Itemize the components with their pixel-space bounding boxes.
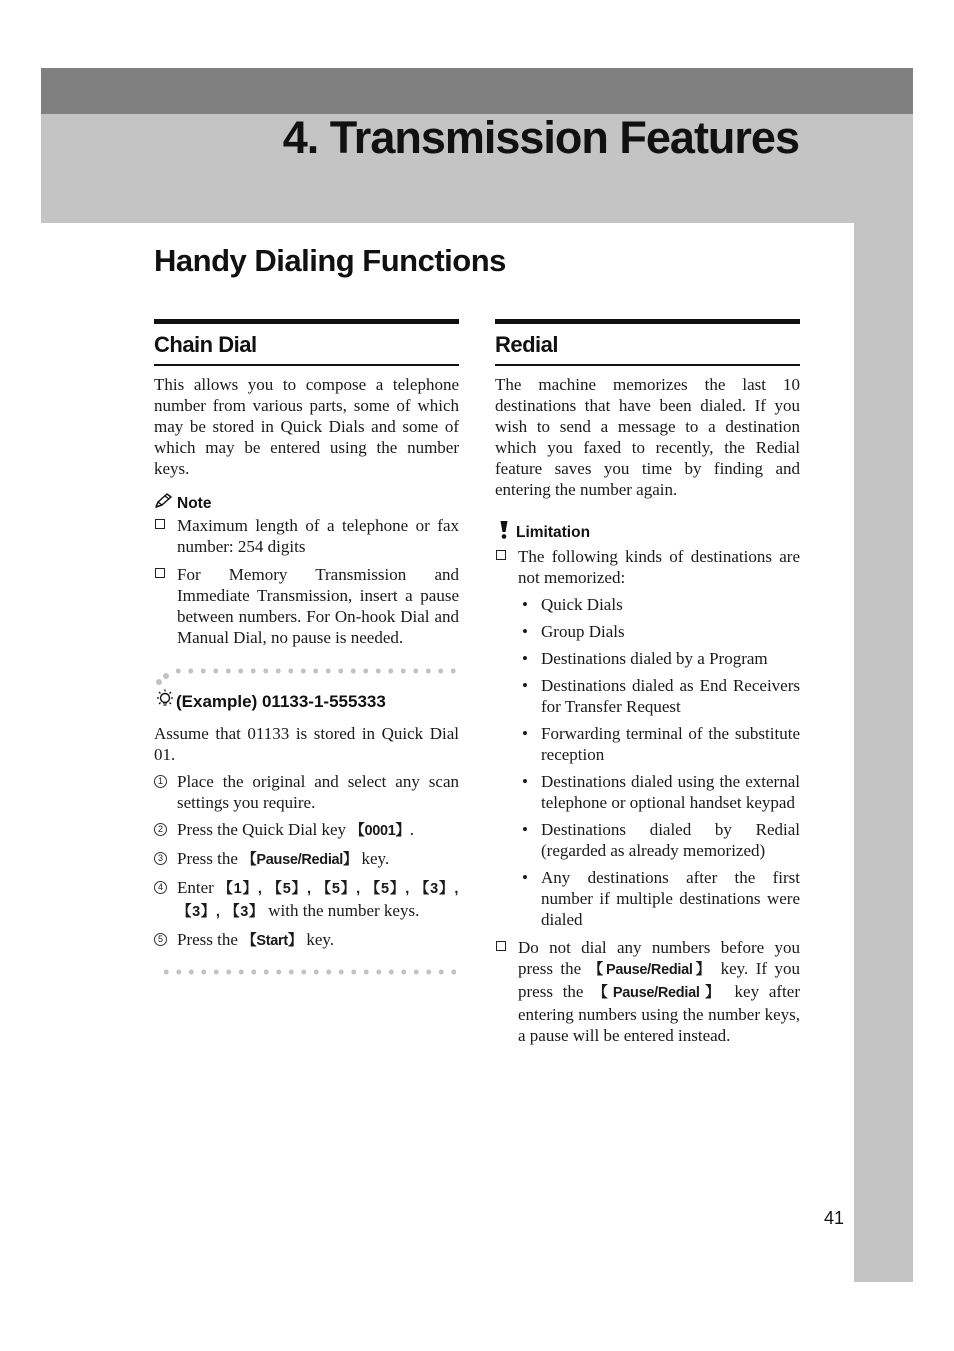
step-text: Place the original and select any scan settings you require. [177,772,459,812]
limitation-label: Limitation [516,523,591,541]
bullet-icon: • [522,724,528,743]
step-number-icon: 1 [154,775,167,788]
step-text: Enter [177,878,219,897]
pause-redial-key-label: 【Pause/Redial】 [588,962,714,978]
limitation-label-row [495,520,800,545]
list-item: • Any destinations after the first number if multiple destinations were dialed [522,868,800,929]
step-text: Press the Quick Dial key [177,820,351,839]
chain-dial-column [154,319,459,979]
note-text: For Memory Transmission and Immediate Transmission, insert a pause between numbers. For On-hook Dial and Manual Dial, no pause is needed. [177,565,459,647]
example-heading: (Example) 01133-1-555333 [176,691,386,711]
quick-dial-key-label: 【0001】 [350,823,410,839]
not-memorized-list [518,594,800,930]
exclamation-icon [495,520,513,545]
step-number-icon: 2 [154,823,167,836]
bullet-icon: • [522,649,528,668]
bullet-icon: • [522,622,528,641]
redial-column [495,319,800,1053]
list-item [495,546,800,930]
note-label-row [154,493,459,514]
bullet-icon: • [522,676,528,695]
list-item: • Quick Dials [522,595,623,614]
example-steps [154,771,459,952]
checkbox-bullet-icon [155,568,165,578]
note-text: Maximum length of a telephone or fax number: 254 digits [177,516,459,556]
limitation-text: The following kinds of destinations are not memorized: [518,547,800,587]
list-item: • Destinations dialed by a Program [522,649,768,668]
example-dotted-rule [154,666,459,688]
list-item: • Forwarding terminal of the substitute reception [522,724,800,764]
redial-heading-bar [495,319,800,366]
step-text: . [409,820,414,839]
step-text: Press the [177,930,243,949]
list-item: • Destinations dialed using the external telephone or optional handset keypad [522,772,800,812]
step-number-icon: 4 [154,881,167,894]
lightbulb-icon [154,688,176,715]
step-item [154,929,459,952]
step-text: with the number keys. [264,901,420,920]
step-item [154,771,459,813]
page-number: 41 [824,1208,845,1228]
redial-intro: The machine memorizes the last 10 destinations that have been dialed. If you wish to send a message to a destination which you faxed to recently, the Redial feature saves you time by finding and entering the number again. [495,375,800,499]
step-text: key. [302,930,335,949]
step-item [154,877,459,923]
chapter-side-tab [854,223,913,1282]
step-text: Press the [177,849,243,868]
bullet-icon: • [522,772,528,791]
checkbox-bullet-icon [496,941,506,951]
chapter-title: 4. Transmission Features [282,112,799,163]
list-item: Do not dial any numbers before you press the 【Pause/Redial】 key. If you press the 【Pause/Redial】 key after entering numbers using the number keys, a pause will be entered instead. [495,937,800,1046]
number-keys-label: 【1】, 【5】, 【5】, 【5】, 【3】, 【3】, 【3】 [177,881,459,920]
chain-dial-intro: This allows you to compose a telephone number from various parts, some of which may be stored in Quick Dials and some of which may be entered using the number keys. [154,375,459,478]
checkbox-bullet-icon [496,550,506,560]
step-item [154,819,459,842]
pause-redial-key-label: 【Pause/Redial】 [242,852,358,868]
section-title: Handy Dialing Functions [154,243,506,278]
list-item [154,564,459,648]
list-item: • Destinations dialed as End Receivers for Transfer Request [522,676,800,716]
checkbox-bullet-icon [155,519,165,529]
bullet-icon: • [522,595,528,614]
example-heading-row [154,688,459,715]
step-number-icon: 3 [154,852,167,865]
step-number-icon: 5 [154,933,167,946]
pause-redial-key-label: 【Pause/Redial】 [593,985,725,1001]
example-end-dotted-rule [154,969,459,979]
chapter-header-dark-band [41,68,913,114]
limitation-list [495,546,800,1046]
list-item: • Group Dials [522,622,625,641]
step-item [154,848,459,871]
bullet-icon: • [522,820,528,839]
pencil-icon [154,493,174,514]
chain-dial-heading: Chain Dial [154,332,257,357]
note-label: Note [177,494,212,512]
step-text: key. [357,849,390,868]
start-key-label: 【Start】 [242,933,303,949]
redial-heading: Redial [495,332,559,357]
chain-dial-heading-bar [154,319,459,366]
note-list [154,515,459,648]
example-intro: Assume that 01133 is stored in Quick Dial 01. [154,724,459,764]
list-item: • Destinations dialed by Redial (regarded as already memorized) [522,820,800,860]
bullet-icon: • [522,868,528,887]
list-item [154,515,459,557]
